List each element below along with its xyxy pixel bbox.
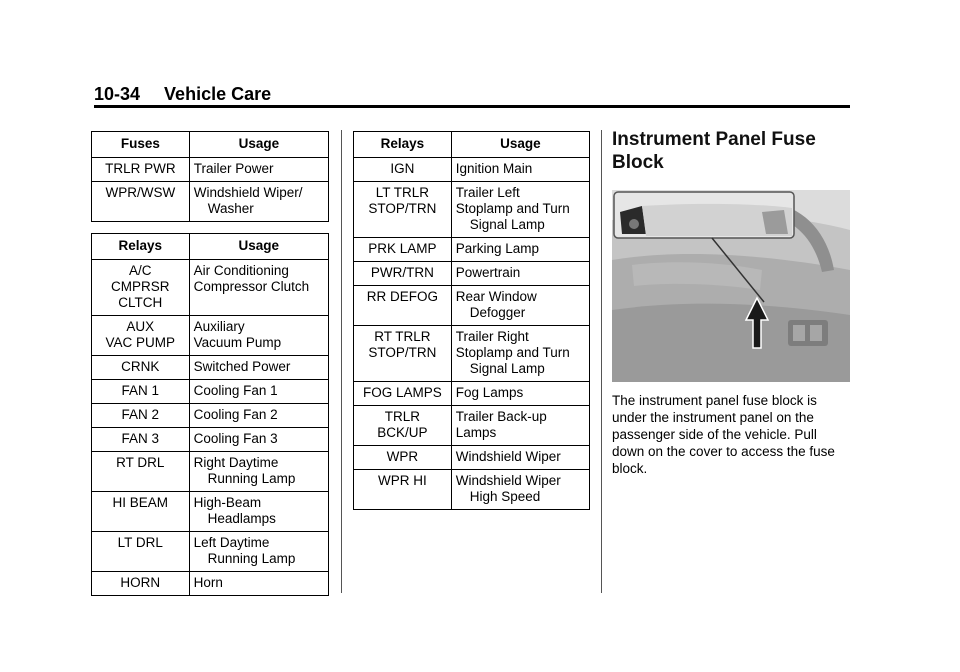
usage-text: Horn xyxy=(193,575,223,590)
column-header: Usage xyxy=(189,132,328,158)
page-header xyxy=(94,84,271,105)
usage-text: Cooling Fan 2 xyxy=(193,407,278,422)
column-header: Usage xyxy=(451,132,589,158)
usage-text: Trailer Power xyxy=(193,161,274,176)
table-cell: HI BEAM xyxy=(92,492,190,532)
table-cell xyxy=(451,262,589,286)
usage-text: Trailer Left Stoplamp and Turn xyxy=(455,185,570,216)
table-row xyxy=(92,182,329,222)
usage-text-continued: High Speed xyxy=(469,489,541,504)
usage-text: Left Daytime xyxy=(193,535,270,550)
table-cell: A/C CMPRSR CLTCH xyxy=(92,260,190,316)
usage-text: Windshield Wiper xyxy=(455,449,561,464)
table-cell xyxy=(189,452,328,492)
table-cell: WPR HI xyxy=(354,470,452,510)
usage-text-continued: Defogger xyxy=(469,305,526,320)
fuses-table xyxy=(91,131,329,222)
fuse-block-location-photo xyxy=(612,190,850,382)
usage-text: High-Beam xyxy=(193,495,262,510)
usage-text-continued: Washer xyxy=(207,201,254,216)
table-cell: PRK LAMP xyxy=(354,238,452,262)
table-row xyxy=(354,406,590,446)
table-row xyxy=(92,380,329,404)
table-cell xyxy=(451,286,589,326)
table-row xyxy=(354,326,590,382)
table-cell: IGN xyxy=(354,158,452,182)
table-cell: RR DEFOG xyxy=(354,286,452,326)
table-cell xyxy=(189,260,328,316)
table-cell xyxy=(451,406,589,446)
table-row xyxy=(92,356,329,380)
table-cell xyxy=(189,356,328,380)
table-row xyxy=(92,492,329,532)
table-row xyxy=(92,158,329,182)
usage-text: Rear Window xyxy=(455,289,537,304)
table-row xyxy=(354,262,590,286)
table-cell xyxy=(451,182,589,238)
table-cell: HORN xyxy=(92,572,190,596)
table-row xyxy=(354,158,590,182)
usage-text: Auxiliary Vacuum Pump xyxy=(193,319,282,350)
table-cell: RT TRLR STOP/TRN xyxy=(354,326,452,382)
column-header: Relays xyxy=(92,234,190,260)
table-row xyxy=(92,404,329,428)
usage-text-continued: Signal Lamp xyxy=(469,217,545,232)
usage-text: Switched Power xyxy=(193,359,291,374)
usage-text: Fog Lamps xyxy=(455,385,524,400)
table-cell: WPR xyxy=(354,446,452,470)
column-header: Fuses xyxy=(92,132,190,158)
column-divider xyxy=(601,130,602,593)
table-cell xyxy=(451,326,589,382)
usage-text-continued: Headlamps xyxy=(207,511,276,526)
table-row xyxy=(92,532,329,572)
table-cell xyxy=(451,158,589,182)
table-row xyxy=(354,382,590,406)
table-cell xyxy=(189,572,328,596)
table-cell: FAN 1 xyxy=(92,380,190,404)
table-cell: FAN 3 xyxy=(92,428,190,452)
section-body: The instrument panel fuse block is under the instrument panel on the passenger side of the vehicle. Pull down on the cover to access the fuse block. xyxy=(612,393,835,476)
table-row xyxy=(92,572,329,596)
usage-text-continued: Running Lamp xyxy=(207,471,296,486)
table-row xyxy=(92,452,329,492)
usage-text: Ignition Main xyxy=(455,161,533,176)
table-cell: LT DRL xyxy=(92,532,190,572)
table-cell xyxy=(189,404,328,428)
table-cell: RT DRL xyxy=(92,452,190,492)
table-cell: PWR/TRN xyxy=(354,262,452,286)
page-number: 10-34 xyxy=(94,84,141,104)
usage-text: Trailer Back-up Lamps xyxy=(455,409,547,440)
table-row xyxy=(354,470,590,510)
table-cell: TRLR PWR xyxy=(92,158,190,182)
usage-text-continued: Signal Lamp xyxy=(469,361,545,376)
table-cell xyxy=(189,316,328,356)
table-row xyxy=(92,316,329,356)
usage-text: Trailer Right Stoplamp and Turn xyxy=(455,329,570,360)
usage-text: Cooling Fan 1 xyxy=(193,383,278,398)
relays-table-left xyxy=(91,233,329,596)
table-cell xyxy=(451,446,589,470)
table-cell xyxy=(189,380,328,404)
usage-text-continued: Running Lamp xyxy=(207,551,296,566)
table-cell: FAN 2 xyxy=(92,404,190,428)
table-cell xyxy=(189,158,328,182)
table-cell: CRNK xyxy=(92,356,190,380)
table-cell xyxy=(451,470,589,510)
usage-text: Parking Lamp xyxy=(455,241,540,256)
header-rule xyxy=(94,105,850,108)
table-row xyxy=(354,446,590,470)
usage-text: Windshield Wiper/ xyxy=(193,185,303,200)
table-cell xyxy=(451,382,589,406)
relays-table-right xyxy=(353,131,590,510)
table-cell: WPR/WSW xyxy=(92,182,190,222)
table-cell xyxy=(189,492,328,532)
table-row xyxy=(92,428,329,452)
table-row xyxy=(354,182,590,238)
table-cell: FOG LAMPS xyxy=(354,382,452,406)
table-cell: TRLR BCK/UP xyxy=(354,406,452,446)
table-cell xyxy=(189,428,328,452)
usage-text: Cooling Fan 3 xyxy=(193,431,278,446)
usage-text: Air Conditioning Compressor Clutch xyxy=(193,263,310,294)
table-row xyxy=(92,260,329,316)
column-divider xyxy=(341,130,342,593)
chapter-title: Vehicle Care xyxy=(164,84,272,104)
table-cell xyxy=(451,238,589,262)
usage-text: Powertrain xyxy=(455,265,521,280)
usage-text: Right Daytime xyxy=(193,455,279,470)
column-header: Relays xyxy=(354,132,452,158)
usage-text: Windshield Wiper xyxy=(455,473,561,488)
table-cell xyxy=(189,182,328,222)
section-heading: Instrument Panel Fuse Block xyxy=(612,129,816,173)
table-cell: LT TRLR STOP/TRN xyxy=(354,182,452,238)
table-row xyxy=(354,286,590,326)
column-header: Usage xyxy=(189,234,328,260)
table-cell xyxy=(189,532,328,572)
table-cell: AUX VAC PUMP xyxy=(92,316,190,356)
table-row xyxy=(354,238,590,262)
